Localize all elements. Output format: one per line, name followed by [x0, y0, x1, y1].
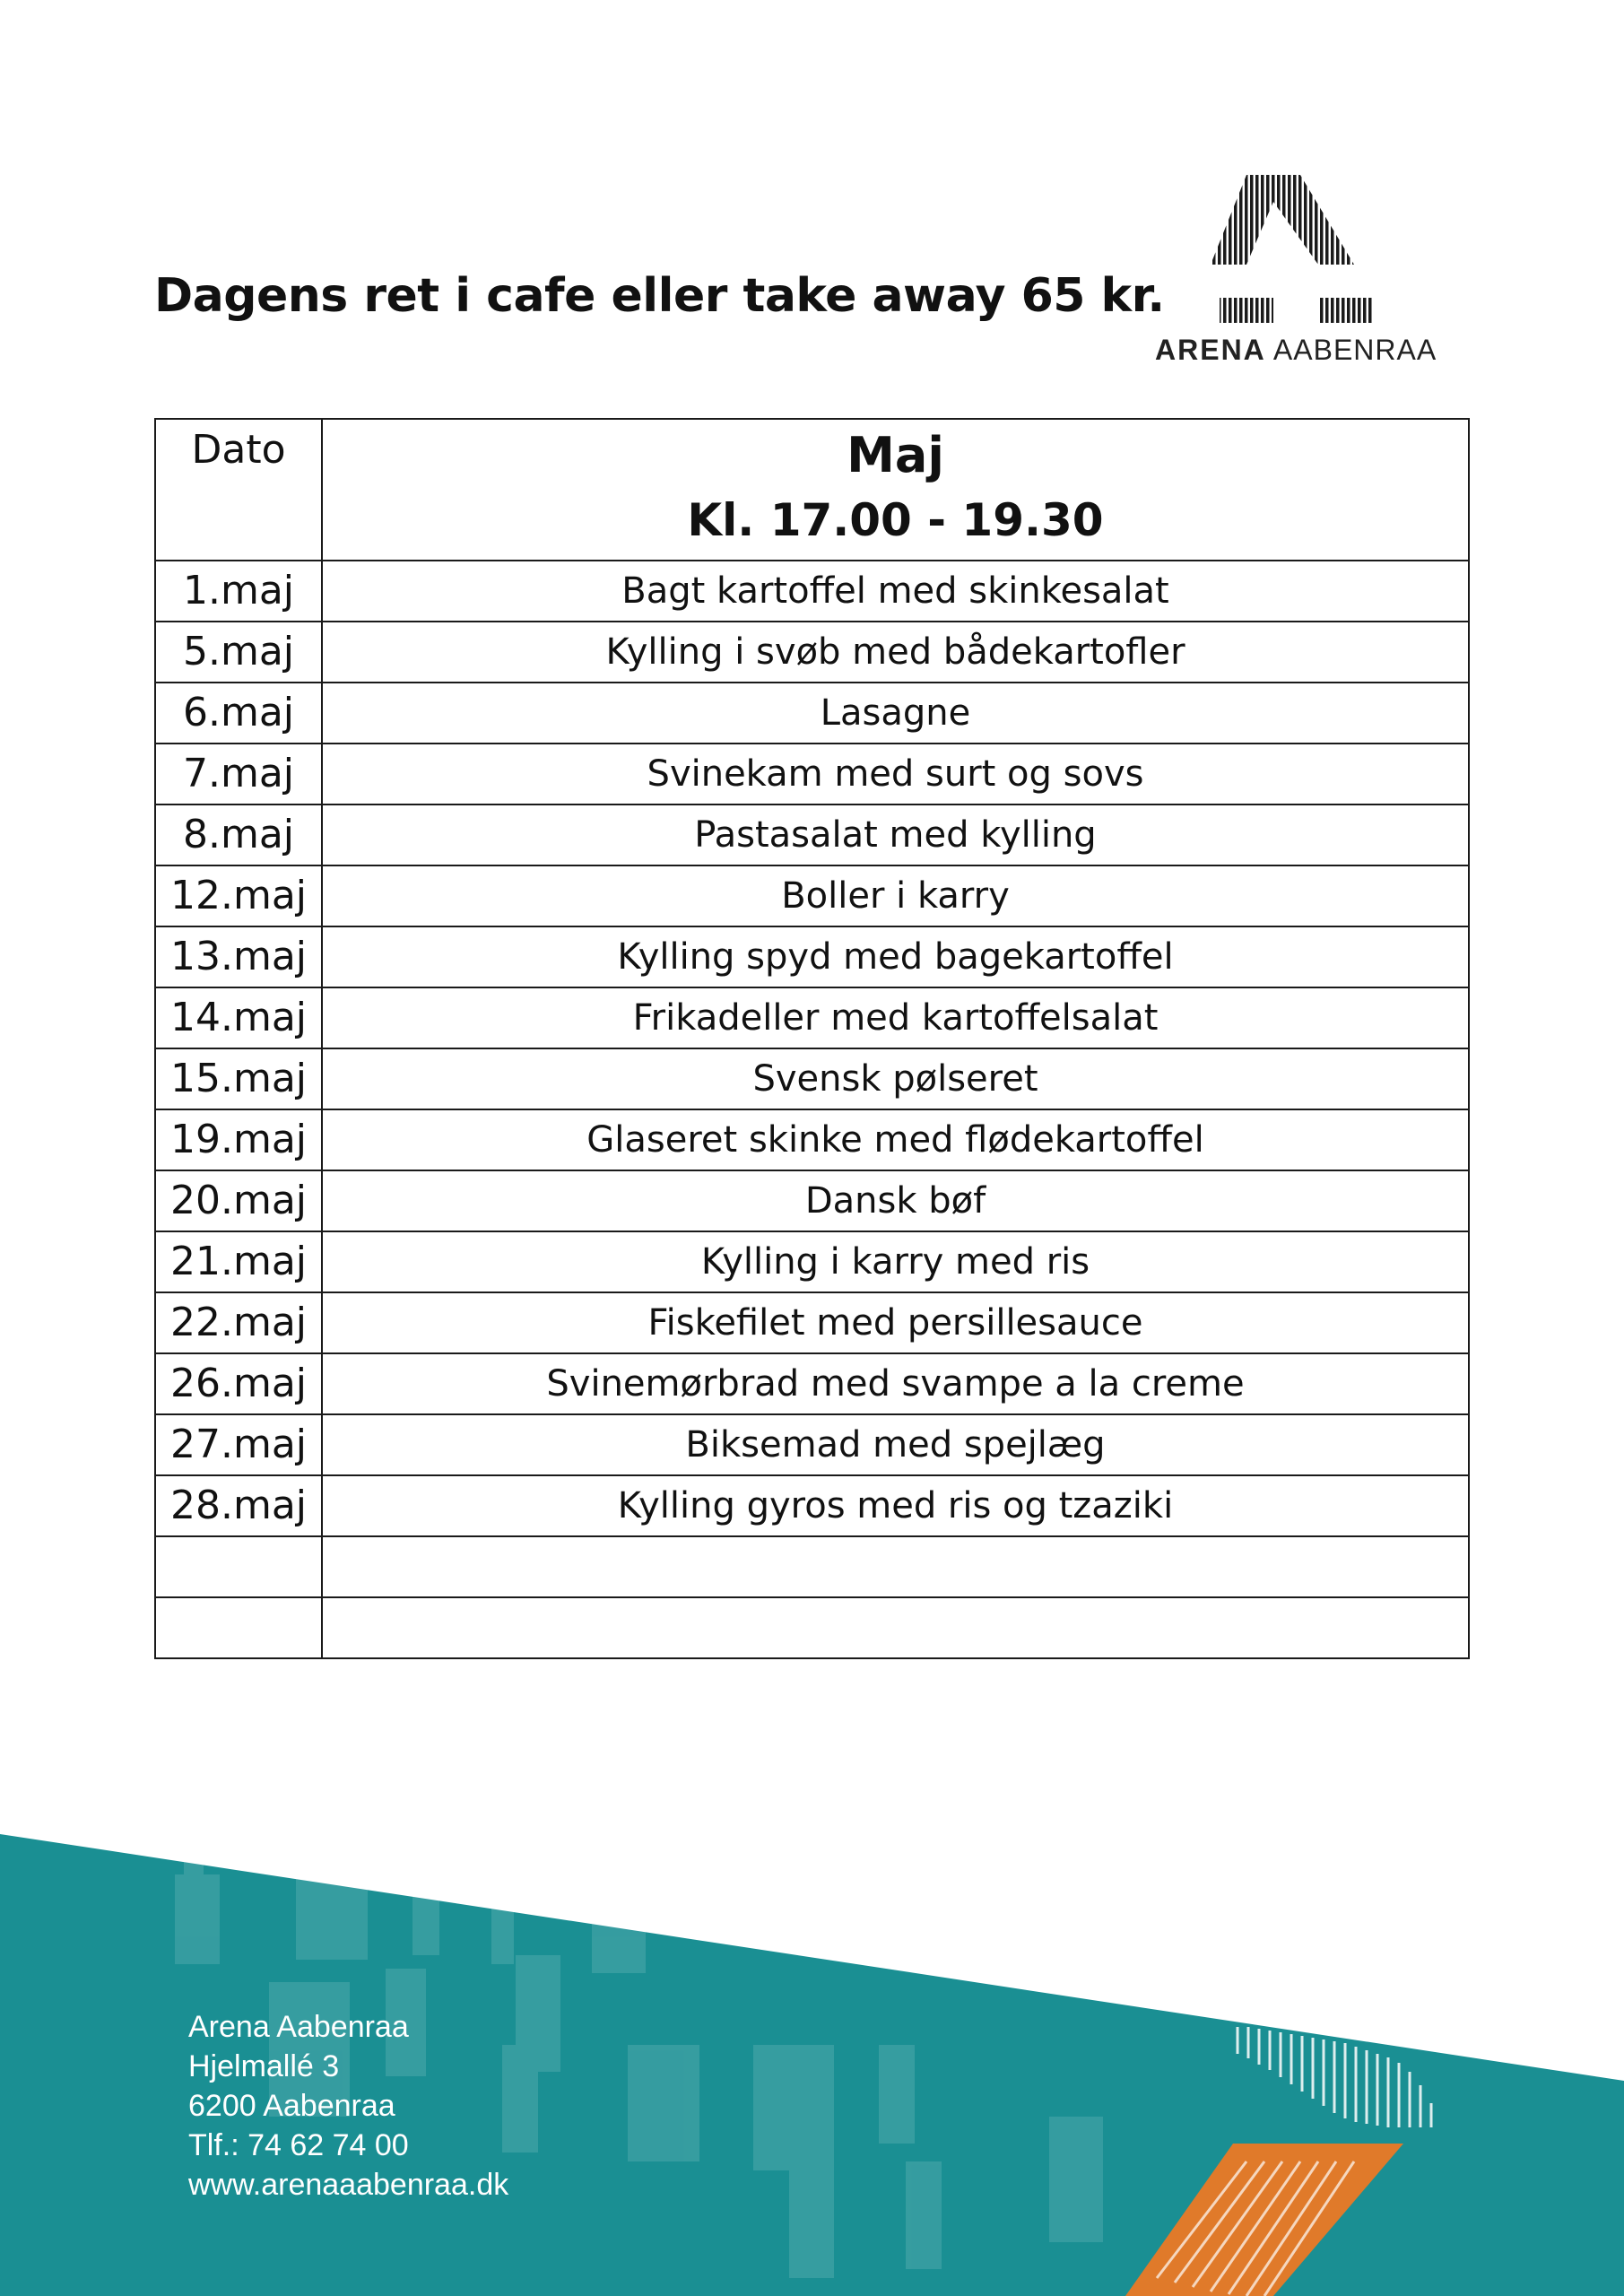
- dish-cell: Kylling gyros med ris og tzaziki: [322, 1475, 1469, 1536]
- date-cell: 8.maj: [155, 804, 322, 865]
- table-row: [155, 926, 1469, 987]
- address-street: Hjelmallé 3: [188, 2049, 340, 2083]
- address-phone: Tlf.: 74 62 74 00: [188, 2128, 409, 2162]
- date-cell: 1.maj: [155, 561, 322, 622]
- dish-cell: [322, 1597, 1469, 1658]
- date-cell: 21.maj: [155, 1231, 322, 1292]
- dish-cell: Kylling i svøb med bådekartofler: [322, 622, 1469, 683]
- table-row: [155, 683, 1469, 744]
- table-row: [155, 1231, 1469, 1292]
- date-cell: 14.maj: [155, 987, 322, 1048]
- date-cell: 26.maj: [155, 1353, 322, 1414]
- date-cell: 15.maj: [155, 1048, 322, 1109]
- table-row: [155, 987, 1469, 1048]
- month-header-cell: [322, 419, 1469, 561]
- logo-wordmark: ARENA AABENRAA: [1155, 334, 1437, 366]
- table-row: [155, 804, 1469, 865]
- dish-cell: Svinemørbrad med svampe a la creme: [322, 1353, 1469, 1414]
- date-cell: 27.maj: [155, 1414, 322, 1475]
- date-cell: [155, 1597, 322, 1658]
- page-heading: Dagens ret i cafe eller take away 65 kr.: [154, 269, 1165, 323]
- table-row: [155, 744, 1469, 804]
- address-city: 6200 Aabenraa: [188, 2089, 395, 2123]
- date-cell: 5.maj: [155, 622, 322, 683]
- table-row: [155, 561, 1469, 622]
- table-row: [155, 1292, 1469, 1353]
- menu-table: [154, 418, 1470, 1659]
- table-row: [155, 1109, 1469, 1170]
- dish-cell: Pastasalat med kylling: [322, 804, 1469, 865]
- dish-cell: Dansk bøf: [322, 1170, 1469, 1231]
- dish-cell: Lasagne: [322, 683, 1469, 744]
- dish-cell: Glaseret skinke med flødekartoffel: [322, 1109, 1469, 1170]
- month-title: Maj: [847, 427, 944, 483]
- table-row: [155, 1536, 1469, 1597]
- footer-address: [188, 2007, 508, 2205]
- date-cell: 6.maj: [155, 683, 322, 744]
- table-row: [155, 1597, 1469, 1658]
- date-cell: 12.maj: [155, 865, 322, 926]
- address-website[interactable]: www.arenaaabenraa.dk: [188, 2168, 509, 2202]
- dish-cell: Kylling i karry med ris: [322, 1231, 1469, 1292]
- date-cell: 7.maj: [155, 744, 322, 804]
- opening-hours: Kl. 17.00 - 19.30: [687, 494, 1104, 546]
- dish-cell: Fiskefilet med persillesauce: [322, 1292, 1469, 1353]
- address-name: Arena Aabenraa: [188, 2010, 409, 2044]
- date-cell: 28.maj: [155, 1475, 322, 1536]
- table-row: [155, 622, 1469, 683]
- dish-cell: Frikadeller med kartoffelsalat: [322, 987, 1469, 1048]
- dish-cell: Svinekam med surt og sovs: [322, 744, 1469, 804]
- dish-cell: [322, 1536, 1469, 1597]
- date-cell: 20.maj: [155, 1170, 322, 1231]
- date-cell: 19.maj: [155, 1109, 322, 1170]
- table-row: [155, 1414, 1469, 1475]
- table-row: [155, 865, 1469, 926]
- date-header: Dato: [155, 419, 322, 561]
- table-header-row: [155, 419, 1469, 561]
- date-cell: [155, 1536, 322, 1597]
- table-row: [155, 1475, 1469, 1536]
- dish-cell: Biksemad med spejlæg: [322, 1414, 1469, 1475]
- table-row: [155, 1048, 1469, 1109]
- date-cell: 22.maj: [155, 1292, 322, 1353]
- dish-cell: Bagt kartoffel med skinkesalat: [322, 561, 1469, 622]
- table-row: [155, 1170, 1469, 1231]
- table-row: [155, 1353, 1469, 1414]
- dish-cell: Svensk pølseret: [322, 1048, 1469, 1109]
- dish-cell: Boller i karry: [322, 865, 1469, 926]
- dish-cell: Kylling spyd med bagekartoffel: [322, 926, 1469, 987]
- date-cell: 13.maj: [155, 926, 322, 987]
